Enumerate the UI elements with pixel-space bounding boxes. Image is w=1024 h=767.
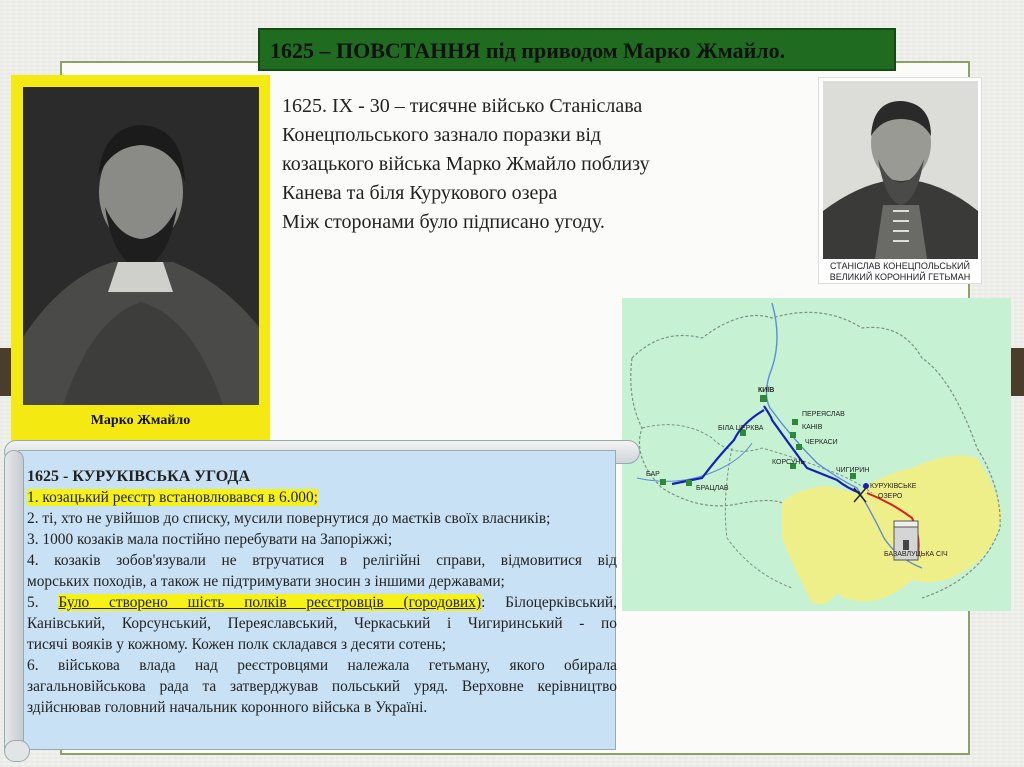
portrait-zhmailo [11, 75, 270, 442]
map-label: КОРСУНЬ [772, 459, 805, 466]
title-bar [258, 28, 896, 71]
portrait-koniecpolski [818, 77, 982, 284]
treaty-item-6-cont: здійснював головний начальник коронного війська в Україні. [27, 699, 428, 716]
treaty-item-1 [27, 487, 617, 508]
main-text-line: Між сторонами було підписано угоду. [282, 211, 605, 233]
treaty-item-3: 3. 1000 козаків мала постійно перебувати на Запоріжжі; [27, 531, 393, 548]
map-label: ОЗЕРО [878, 493, 903, 500]
item-text: : Білоцерківський, [481, 594, 618, 611]
caption-line: СТАНІСЛАВ КОНЕЦПОЛЬСЬКИЙ [830, 261, 970, 271]
main-text-line: Конецпольського зазнало поразки від [282, 124, 602, 146]
item-number: 5. [27, 594, 59, 611]
treaty-item-4: 4. козаків зобов'язували не втручатися в релігійні справи, відмовитися від [27, 552, 617, 569]
portrait-caption: Марко Жмайло [90, 413, 191, 428]
treaty-item-4-cont: морських походів, а також не підтримувати зносин з іншими державами; [27, 573, 505, 590]
main-text-line: 1625. ІХ - 30 – тисячне військо Станіслава [282, 95, 643, 117]
portrait-caption [819, 261, 981, 283]
treaty-item-2: 2. ті, хто не увійшов до списку, мусили повернутися до маєтків своїх власників; [27, 510, 551, 527]
map-label: КУРУКІВСЬКЕ [870, 483, 917, 490]
map-label: БРАЦЛАВ [696, 485, 729, 492]
treaty-title: 1625 - КУРУКІВСЬКА УГОДА [27, 468, 250, 485]
main-text-line: козацького війська Марко Жмайло поблизу [282, 153, 650, 175]
treaty-item-5-cont: тисячі вояків у кожному. Кожен полк складався з десяти сотень; [27, 636, 447, 653]
map-label: КИЇВ [758, 387, 775, 394]
treaty-item-6-cont: загальновійськова рада та затверджував польський уряд. Верховне керівництво [27, 678, 617, 695]
slide-title: 1625 – ПОВСТАННЯ під приводом Марко Жмайло. [270, 38, 786, 63]
map-label: ПЕРЕЯСЛАВ [802, 411, 845, 418]
treaty-text [27, 466, 617, 718]
map-label: БАР [646, 471, 660, 478]
scroll-roll-left [4, 450, 24, 758]
scroll-roll-bottom [4, 740, 30, 762]
map-label: БАЗАВЛУЦЬКА СІЧ [884, 551, 948, 558]
map-label: ЧЕРКАСИ [805, 439, 838, 446]
portrait-image [23, 87, 259, 405]
map-label: КАНІВ [802, 424, 823, 431]
portrait-image [823, 81, 978, 259]
map-label: БІЛА ЦЕРКВА [718, 425, 764, 432]
treaty-item-5 [27, 592, 617, 613]
highlighted-text: 1. козацький реєстр встановлювався в 6.000; [27, 489, 318, 506]
caption-line: ВЕЛИКИЙ КОРОННИЙ ГЕТЬМАН [829, 272, 971, 282]
treaty-item-6: 6. військова влада над реєстровцями належала гетьману, якого обирала [27, 657, 617, 674]
main-text-line: Канева та біля Курукового озера [282, 182, 558, 204]
map-label: ЧИГИРИН [836, 467, 870, 474]
treaty-item-5-cont: Канівський, Корсунський, Переяславський, Черкаський і Чигиринський - по [27, 615, 617, 632]
historical-map [622, 298, 1011, 611]
highlighted-text: Було створено шість полків реєстровців (городових) [58, 594, 482, 611]
main-text [282, 92, 802, 237]
